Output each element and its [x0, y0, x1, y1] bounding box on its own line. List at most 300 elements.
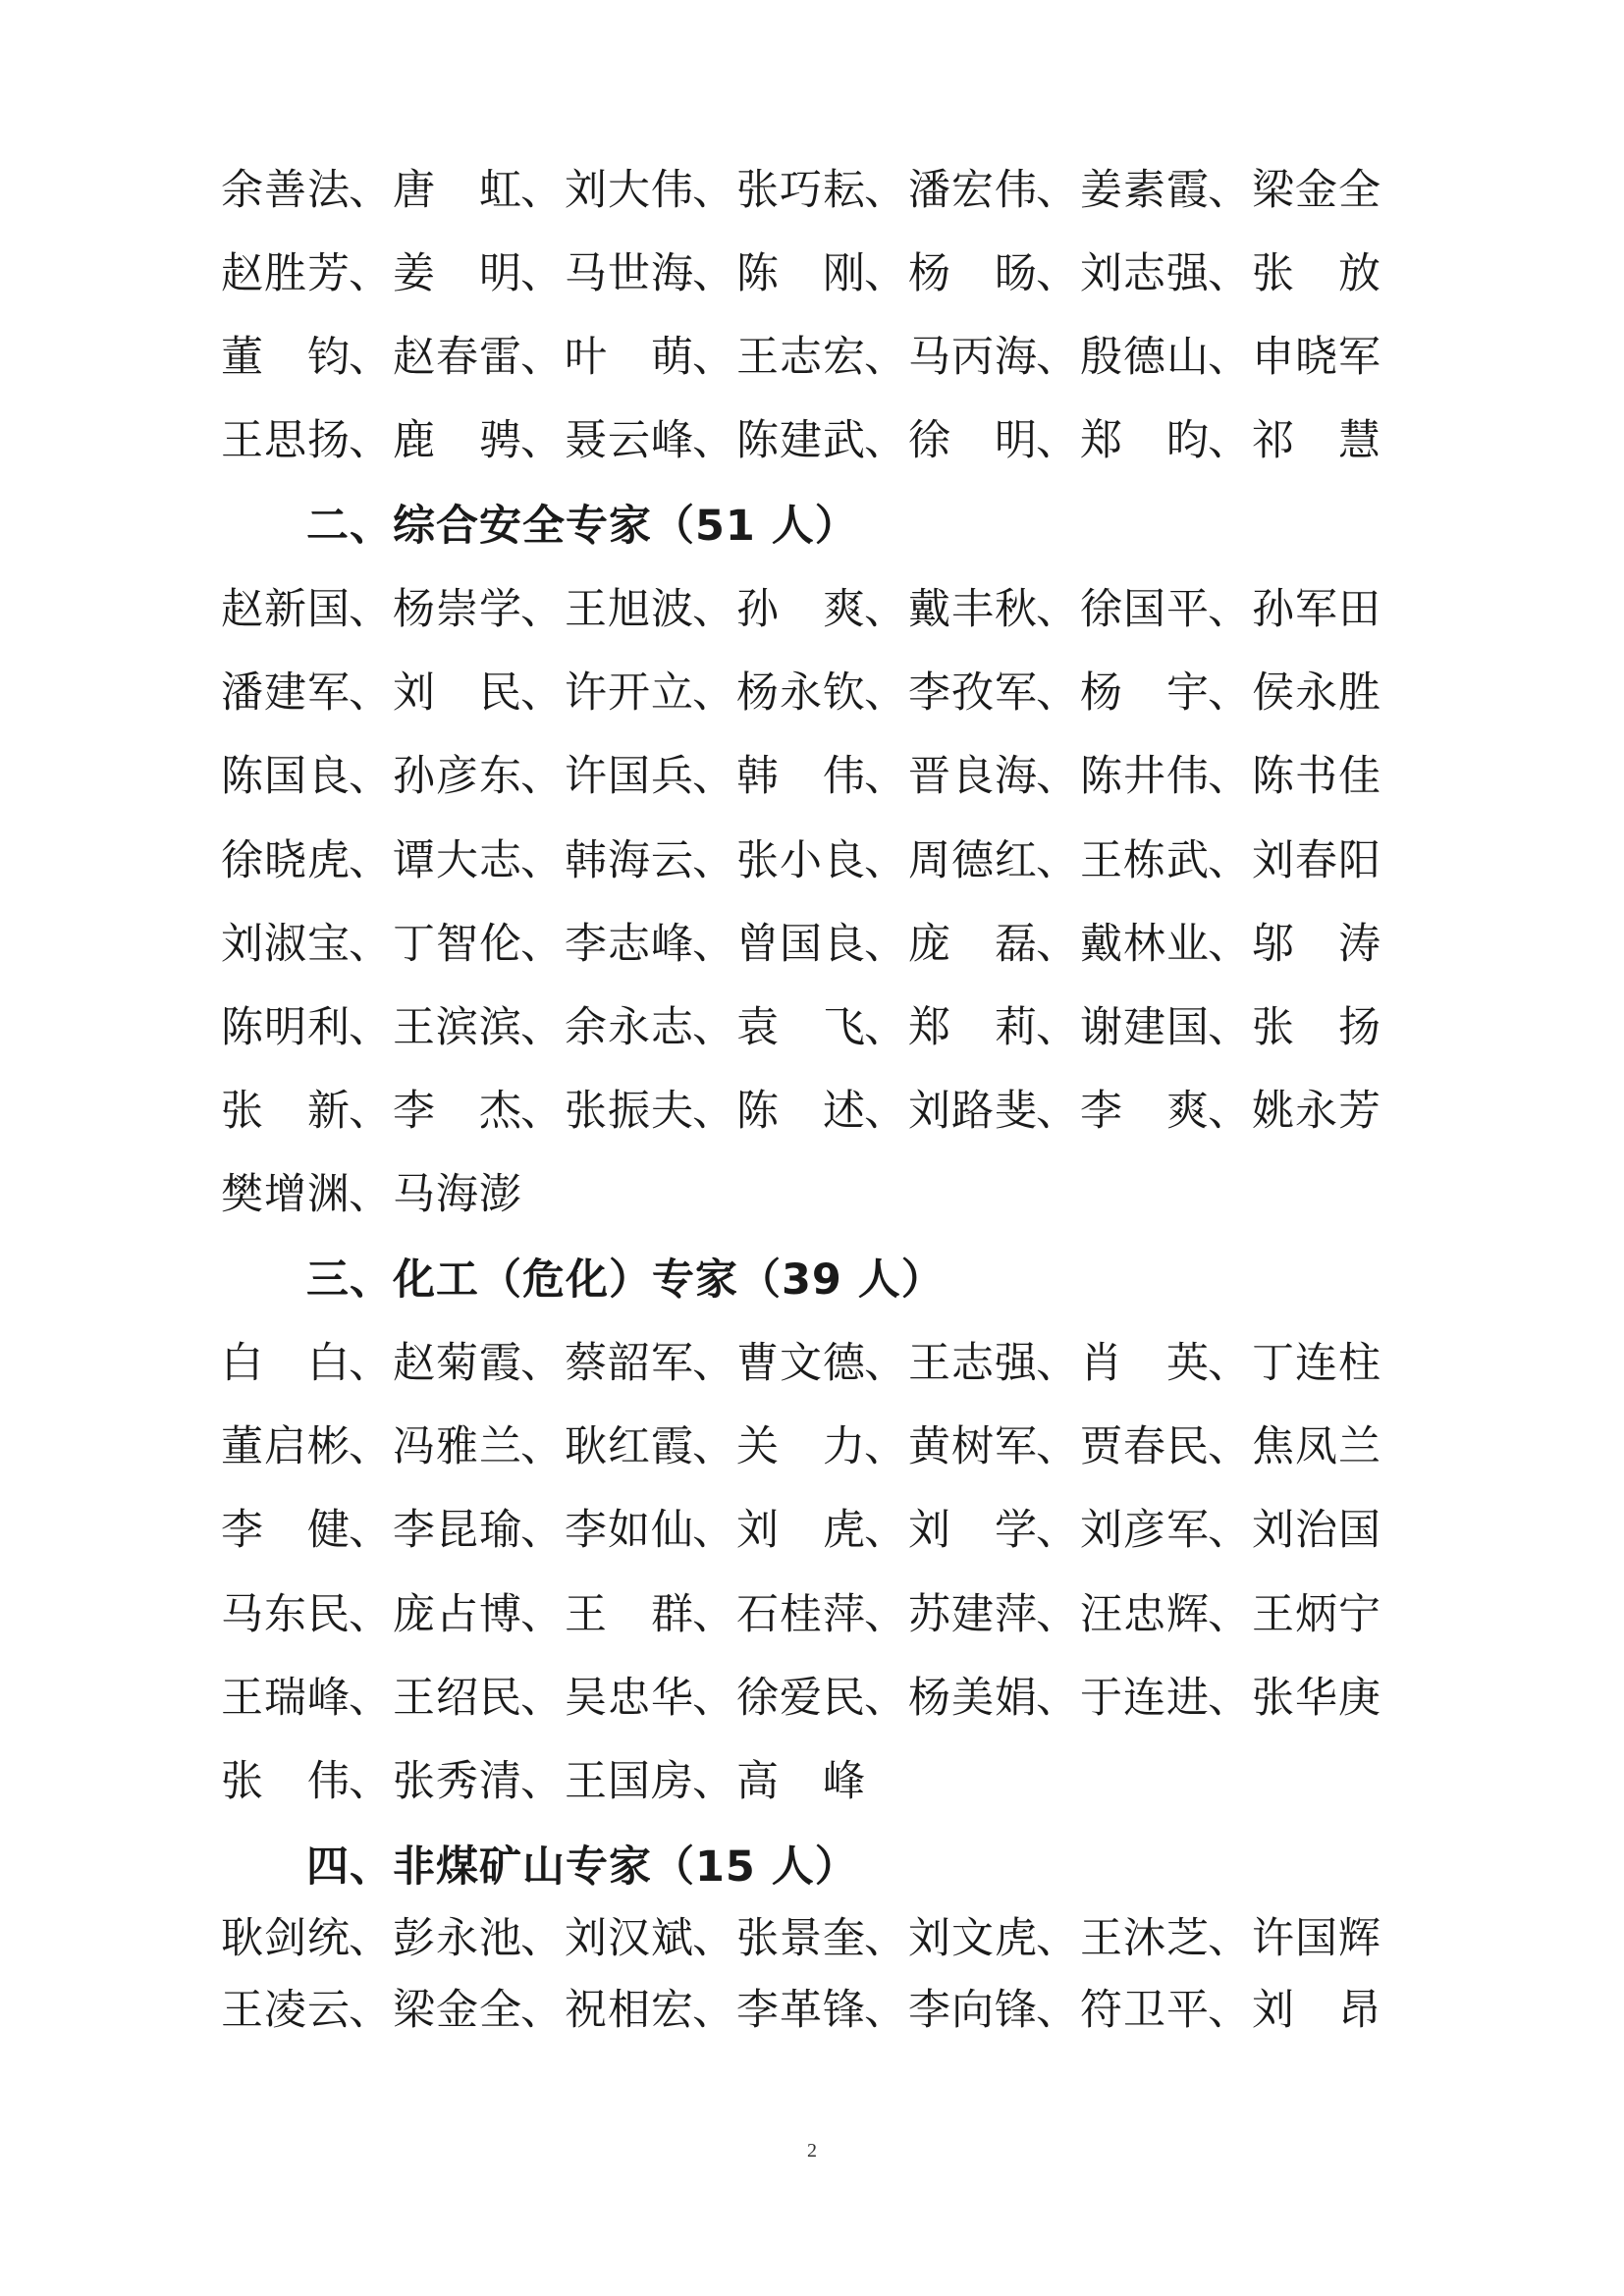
expert-name-item	[565, 1754, 736, 1809]
name-separator: 、	[692, 249, 735, 298]
expert-name: 李志峰	[565, 920, 694, 969]
expert-name: 张振夫	[565, 1087, 694, 1136]
expert-name: 李 健	[221, 1506, 351, 1555]
name-separator: 、	[692, 333, 735, 382]
expert-name-item	[393, 1503, 565, 1558]
expert-name: 王沐芝	[1080, 1914, 1210, 1963]
name-separator: 、	[692, 416, 735, 465]
name-separator: 、	[1036, 1986, 1079, 2035]
name-separator: 、	[520, 1422, 564, 1471]
expert-name-item	[736, 1084, 908, 1139]
expert-name-item	[1080, 1419, 1252, 1474]
name-line	[221, 666, 1380, 721]
expert-name-item	[736, 833, 908, 888]
expert-name-item	[221, 917, 393, 972]
expert-name: 关 力	[736, 1422, 866, 1471]
name-separator: 、	[520, 333, 564, 382]
name-separator: 、	[1036, 1914, 1079, 1963]
expert-name-item	[565, 1419, 736, 1474]
expert-name: 许国兵	[565, 752, 694, 801]
expert-name: 谭大志	[393, 836, 522, 885]
name-separator: 、	[349, 1590, 392, 1639]
expert-name-item	[908, 666, 1080, 721]
name-separator: 、	[692, 1422, 735, 1471]
name-line	[221, 413, 1380, 468]
expert-name-item	[908, 1587, 1080, 1642]
expert-name: 梁金全	[393, 1986, 522, 2035]
expert-name: 赵春雷	[393, 333, 522, 382]
expert-name: 陈 刚	[736, 249, 866, 298]
name-separator: 、	[520, 416, 564, 465]
expert-name-item	[908, 833, 1080, 888]
expert-name-item	[736, 1671, 908, 1726]
name-separator: 、	[692, 1674, 735, 1723]
expert-name-item	[736, 1000, 908, 1055]
expert-name: 李革锋	[736, 1986, 866, 2035]
name-separator: 、	[864, 1914, 907, 1963]
name-separator: 、	[1036, 1674, 1079, 1723]
expert-name-item	[736, 749, 908, 804]
name-separator: 、	[1208, 1506, 1251, 1555]
expert-name: 汪忠辉	[1080, 1590, 1210, 1639]
name-separator: 、	[349, 249, 392, 298]
name-separator: 、	[692, 1914, 735, 1963]
name-line	[221, 1911, 1380, 1966]
expert-name-item	[221, 582, 393, 637]
expert-name: 樊增渊	[221, 1170, 351, 1219]
expert-name-item	[1080, 1911, 1252, 1966]
expert-name: 刘大伟	[565, 166, 694, 215]
expert-name: 张 新	[221, 1087, 351, 1136]
expert-name-item	[1252, 163, 1380, 218]
expert-name-item	[908, 917, 1080, 972]
expert-name-item	[565, 1503, 736, 1558]
expert-name-item	[908, 1671, 1080, 1726]
expert-name: 周德红	[908, 836, 1038, 885]
expert-name-item	[1080, 330, 1252, 385]
name-separator: 、	[864, 1087, 907, 1136]
expert-name: 祝相宏	[565, 1986, 694, 2035]
expert-name-item	[908, 1084, 1080, 1139]
name-separator: 、	[1036, 1003, 1079, 1052]
name-separator: 、	[520, 1087, 564, 1136]
name-separator: 、	[520, 1986, 564, 2035]
expert-name-item	[1080, 413, 1252, 468]
expert-name: 刘 昂	[1252, 1986, 1381, 2035]
name-separator: 、	[349, 585, 392, 634]
expert-name: 马东民	[221, 1590, 351, 1639]
name-line	[221, 1503, 1380, 1558]
expert-name: 杨永钦	[736, 668, 866, 718]
name-separator: 、	[1036, 752, 1079, 801]
name-separator: 、	[349, 668, 392, 718]
expert-name-item	[565, 163, 736, 218]
expert-name: 许国辉	[1252, 1914, 1381, 1963]
name-separator: 、	[1036, 668, 1079, 718]
name-separator: 、	[864, 668, 907, 718]
expert-name: 王绍民	[393, 1674, 522, 1723]
name-separator: 、	[1036, 249, 1079, 298]
expert-name: 李 爽	[1080, 1087, 1210, 1136]
name-separator: 、	[1208, 1986, 1251, 2035]
expert-name: 陈书佳	[1252, 752, 1381, 801]
name-line	[221, 1084, 1380, 1139]
expert-name: 戴林业	[1080, 920, 1210, 969]
name-separator: 、	[864, 920, 907, 969]
name-separator: 、	[864, 249, 907, 298]
name-separator: 、	[692, 668, 735, 718]
name-line	[221, 1336, 1380, 1391]
expert-name-item	[565, 1084, 736, 1139]
name-separator: 、	[349, 1422, 392, 1471]
expert-name: 庞 磊	[908, 920, 1038, 969]
expert-name-item	[1252, 1419, 1380, 1474]
expert-name: 丁智伦	[393, 920, 522, 969]
name-separator: 、	[864, 416, 907, 465]
expert-name-item	[1080, 1336, 1252, 1391]
expert-name-item	[736, 1336, 908, 1391]
expert-name: 王旭波	[565, 585, 694, 634]
expert-name-item	[393, 1336, 565, 1391]
expert-name: 王国房	[565, 1757, 694, 1806]
expert-name: 王瑞峰	[221, 1674, 351, 1723]
expert-name-item	[1252, 917, 1380, 972]
name-separator: 、	[349, 1674, 392, 1723]
expert-name: 苏建萍	[908, 1590, 1038, 1639]
expert-name-item	[221, 1911, 393, 1966]
expert-name-item	[908, 330, 1080, 385]
name-separator: 、	[1208, 1590, 1251, 1639]
expert-name: 聂云峰	[565, 416, 694, 465]
expert-name: 杨崇学	[393, 585, 522, 634]
name-separator: 、	[692, 1506, 735, 1555]
name-line	[221, 917, 1380, 972]
name-separator: 、	[1036, 585, 1079, 634]
name-separator: 、	[864, 1339, 907, 1388]
expert-name-item	[393, 666, 565, 721]
name-separator: 、	[349, 1757, 392, 1806]
name-separator: 、	[520, 1674, 564, 1723]
expert-name-item	[1080, 1983, 1252, 2038]
name-separator: 、	[520, 1003, 564, 1052]
expert-name: 张巧耘	[736, 166, 866, 215]
expert-name: 马世海	[565, 249, 694, 298]
expert-name-item	[1252, 749, 1380, 804]
expert-name: 焦凤兰	[1252, 1422, 1381, 1471]
expert-name-item	[1080, 666, 1252, 721]
name-separator: 、	[349, 752, 392, 801]
expert-name-item	[565, 1587, 736, 1642]
name-separator: 、	[1208, 752, 1251, 801]
name-separator: 、	[520, 1757, 564, 1806]
name-separator: 、	[692, 166, 735, 215]
expert-name: 李昆瑜	[393, 1506, 522, 1555]
expert-name-item	[221, 1983, 393, 2038]
expert-name-item	[736, 1911, 908, 1966]
expert-name-item	[908, 1336, 1080, 1391]
expert-name-item	[393, 917, 565, 972]
expert-name: 陈建武	[736, 416, 866, 465]
name-separator: 、	[1208, 668, 1251, 718]
expert-name-item	[908, 413, 1080, 468]
expert-name: 郑 莉	[908, 1003, 1038, 1052]
name-separator: 、	[1208, 166, 1251, 215]
expert-name: 符卫平	[1080, 1986, 1210, 2035]
section-heading: 三、化工（危化）专家（39 人）	[306, 1255, 945, 1305]
expert-name: 张华庚	[1252, 1674, 1381, 1723]
name-separator: 、	[1036, 1087, 1079, 1136]
name-separator: 、	[864, 836, 907, 885]
expert-name-item	[736, 1587, 908, 1642]
name-line	[221, 246, 1380, 301]
expert-name-item	[221, 413, 393, 468]
name-line	[221, 1000, 1380, 1055]
name-separator: 、	[864, 752, 907, 801]
expert-name: 耿剑统	[221, 1914, 351, 1963]
expert-name: 鹿 骋	[393, 416, 522, 465]
expert-name: 徐爱民	[736, 1674, 866, 1723]
expert-name-item	[221, 1000, 393, 1055]
expert-name-item	[908, 1419, 1080, 1474]
expert-name: 晋良海	[908, 752, 1038, 801]
expert-name-item	[736, 917, 908, 972]
expert-name: 杨 旸	[908, 249, 1038, 298]
expert-name-item	[393, 1167, 520, 1222]
expert-name: 许开立	[565, 668, 694, 718]
name-line	[221, 582, 1380, 637]
expert-name: 杨美娟	[908, 1674, 1038, 1723]
name-separator: 、	[864, 1422, 907, 1471]
expert-name: 王滨滨	[393, 1003, 522, 1052]
name-separator: 、	[692, 836, 735, 885]
expert-name: 祁 慧	[1252, 416, 1381, 465]
expert-name: 徐国平	[1080, 585, 1210, 634]
expert-name-item	[1080, 917, 1252, 972]
expert-name-item	[1252, 1587, 1380, 1642]
name-separator: 、	[1208, 1087, 1251, 1136]
expert-name: 赵胜芳	[221, 249, 351, 298]
name-separator: 、	[349, 333, 392, 382]
name-separator: 、	[1208, 1003, 1251, 1052]
expert-name: 张 扬	[1252, 1003, 1381, 1052]
expert-name: 刘 民	[393, 668, 522, 718]
expert-name-item	[393, 330, 565, 385]
expert-name: 丁连柱	[1252, 1339, 1381, 1388]
expert-name: 冯雅兰	[393, 1422, 522, 1471]
expert-name: 孙军田	[1252, 585, 1381, 634]
expert-name: 白 白	[221, 1339, 351, 1388]
name-separator: 、	[520, 668, 564, 718]
expert-name: 石桂萍	[736, 1590, 866, 1639]
expert-name: 余善法	[221, 166, 351, 215]
expert-name-item	[736, 1419, 908, 1474]
expert-name-item	[221, 1754, 393, 1809]
name-separator: 、	[349, 1986, 392, 2035]
expert-name: 马丙海	[908, 333, 1038, 382]
expert-name-item	[221, 330, 393, 385]
name-separator: 、	[1036, 416, 1079, 465]
name-line	[221, 749, 1380, 804]
expert-name: 袁 飞	[736, 1003, 866, 1052]
name-separator: 、	[1208, 585, 1251, 634]
expert-name: 陈 述	[736, 1087, 866, 1136]
expert-name-item	[736, 1983, 908, 2038]
name-separator: 、	[520, 166, 564, 215]
expert-name: 王凌云	[221, 1986, 351, 2035]
expert-name: 刘 虎	[736, 1506, 866, 1555]
expert-name: 梁金全	[1252, 166, 1381, 215]
expert-name-item	[393, 163, 565, 218]
expert-name-item	[1080, 1671, 1252, 1726]
expert-name-item	[1080, 1084, 1252, 1139]
expert-name-item	[1252, 1000, 1380, 1055]
expert-name-item	[565, 917, 736, 972]
expert-name-item	[393, 1671, 565, 1726]
expert-name: 于连进	[1080, 1674, 1210, 1723]
expert-name: 王炳宁	[1252, 1590, 1381, 1639]
name-line	[221, 1671, 1380, 1726]
expert-name: 王志宏	[736, 333, 866, 382]
expert-name: 张秀清	[393, 1757, 522, 1806]
expert-name-item	[1252, 1671, 1380, 1726]
expert-name: 庞占博	[393, 1590, 522, 1639]
expert-name-item	[736, 163, 908, 218]
name-separator: 、	[692, 1003, 735, 1052]
expert-name-item	[736, 330, 908, 385]
expert-name-item	[565, 749, 736, 804]
expert-name-item	[908, 246, 1080, 301]
expert-name-item	[1252, 1911, 1380, 1966]
expert-name-item	[221, 1671, 393, 1726]
name-separator: 、	[1036, 1339, 1079, 1388]
name-separator: 、	[520, 836, 564, 885]
expert-name-item	[1080, 1503, 1252, 1558]
name-separator: 、	[864, 1506, 907, 1555]
expert-name: 刘治国	[1252, 1506, 1381, 1555]
name-separator: 、	[349, 920, 392, 969]
name-separator: 、	[864, 1986, 907, 2035]
expert-name-item	[565, 1983, 736, 2038]
expert-name: 叶 萌	[565, 333, 694, 382]
expert-name: 殷德山	[1080, 333, 1210, 382]
expert-name-item	[1252, 833, 1380, 888]
expert-name: 刘路斐	[908, 1087, 1038, 1136]
name-separator: 、	[1208, 1422, 1251, 1471]
expert-name: 刘志强	[1080, 249, 1210, 298]
expert-name: 王思扬	[221, 416, 351, 465]
expert-name-item	[565, 1336, 736, 1391]
name-separator: 、	[864, 333, 907, 382]
name-separator: 、	[864, 166, 907, 215]
name-separator: 、	[520, 1914, 564, 1963]
expert-name-item	[736, 582, 908, 637]
expert-name: 李如仙	[565, 1506, 694, 1555]
name-separator: 、	[1208, 333, 1251, 382]
expert-name: 赵菊霞	[393, 1339, 522, 1388]
expert-name: 赵新国	[221, 585, 351, 634]
expert-name: 邬 涛	[1252, 920, 1381, 969]
expert-name-item	[393, 1000, 565, 1055]
name-separator: 、	[692, 1087, 735, 1136]
expert-name: 董启彬	[221, 1422, 351, 1471]
name-separator: 、	[349, 166, 392, 215]
expert-name-item	[393, 1983, 565, 2038]
name-separator: 、	[520, 920, 564, 969]
name-separator: 、	[520, 1590, 564, 1639]
name-separator: 、	[1208, 1914, 1251, 1963]
expert-name-item	[393, 582, 565, 637]
expert-name: 徐 明	[908, 416, 1038, 465]
expert-name-item	[736, 1503, 908, 1558]
expert-name-item	[1252, 1503, 1380, 1558]
expert-name-item	[565, 1000, 736, 1055]
expert-name: 陈井伟	[1080, 752, 1210, 801]
expert-name: 王栋武	[1080, 836, 1210, 885]
expert-name-item	[1080, 749, 1252, 804]
name-separator: 、	[692, 1986, 735, 2035]
name-separator: 、	[692, 752, 735, 801]
name-separator: 、	[349, 1339, 392, 1388]
expert-name: 申晓军	[1252, 333, 1381, 382]
expert-name-item	[221, 1503, 393, 1558]
expert-name-item	[393, 246, 565, 301]
section-heading: 四、非煤矿山专家（15 人）	[306, 1842, 858, 1892]
expert-name-item	[1080, 1587, 1252, 1642]
expert-name-item	[1252, 1983, 1380, 2038]
expert-name: 刘 学	[908, 1506, 1038, 1555]
expert-name: 徐晓虎	[221, 836, 351, 885]
expert-name-item	[393, 413, 565, 468]
expert-name-item	[908, 163, 1080, 218]
expert-name-item	[221, 163, 393, 218]
expert-name-item	[393, 1419, 565, 1474]
name-separator: 、	[1036, 836, 1079, 885]
page-number: 2	[807, 2140, 817, 2162]
expert-name: 姜素霞	[1080, 166, 1210, 215]
name-separator: 、	[349, 1003, 392, 1052]
name-line	[221, 1587, 1380, 1642]
expert-name-item	[1080, 582, 1252, 637]
expert-name-item	[221, 1084, 393, 1139]
name-separator: 、	[1036, 333, 1079, 382]
expert-name-item	[221, 1336, 393, 1391]
expert-name: 张 伟	[221, 1757, 351, 1806]
name-separator: 、	[1036, 166, 1079, 215]
expert-name: 李向锋	[908, 1986, 1038, 2035]
expert-name: 孙彦东	[393, 752, 522, 801]
name-separator: 、	[1036, 1422, 1079, 1471]
expert-name: 王志强	[908, 1339, 1038, 1388]
expert-name: 陈国良	[221, 752, 351, 801]
name-separator: 、	[1208, 416, 1251, 465]
expert-name-item	[736, 1754, 864, 1809]
expert-name-item	[393, 833, 565, 888]
name-separator: 、	[349, 1087, 392, 1136]
name-line	[221, 330, 1380, 385]
expert-name-item	[1080, 1000, 1252, 1055]
name-separator: 、	[692, 585, 735, 634]
expert-name-item	[221, 749, 393, 804]
expert-name-item	[1252, 413, 1380, 468]
expert-name: 曾国良	[736, 920, 866, 969]
name-separator: 、	[520, 249, 564, 298]
expert-name: 孙 爽	[736, 585, 866, 634]
name-separator: 、	[864, 1674, 907, 1723]
expert-name-item	[908, 1503, 1080, 1558]
expert-name: 姚永芳	[1252, 1087, 1381, 1136]
expert-name-item	[1252, 1084, 1380, 1139]
name-separator: 、	[520, 585, 564, 634]
